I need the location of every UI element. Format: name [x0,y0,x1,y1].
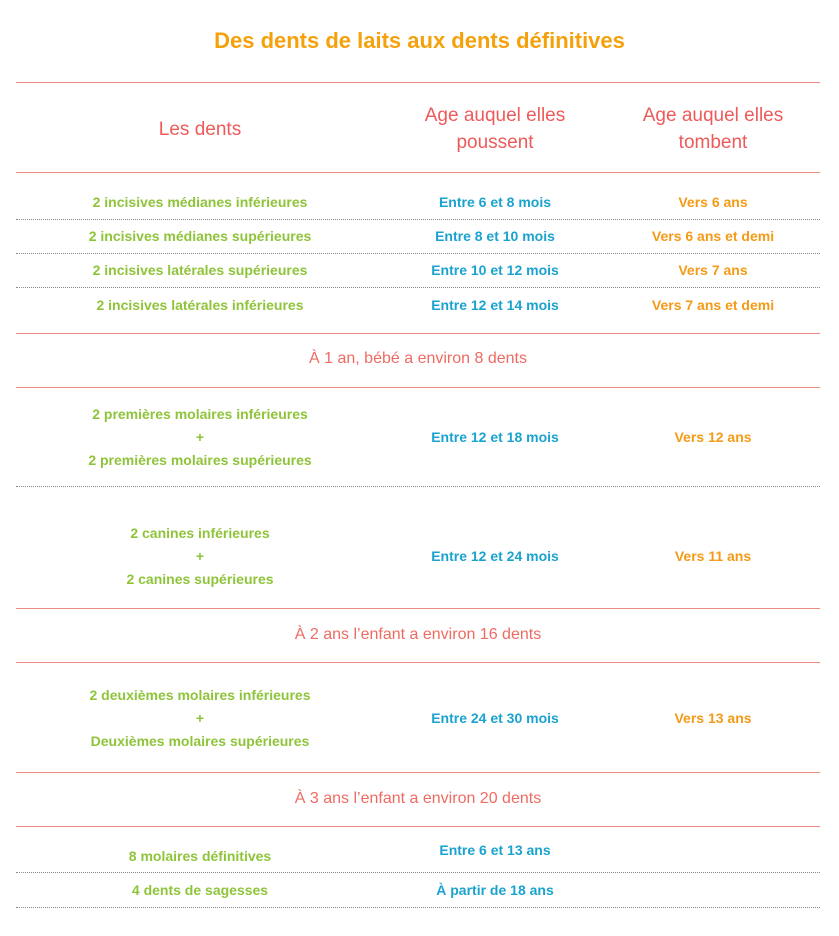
milestone-note: À 1 an, bébé a environ 8 dents [309,350,527,367]
row-teeth-multiline: 2 premières molaires inférieures + 2 premières molaires supérieures [88,405,312,468]
row-fall: Vers 12 ans [674,428,752,445]
header-fall-age: Age auquel elles tombent [642,105,784,153]
header-teeth: Les dents [158,118,242,140]
row-teeth: 8 molaires définitives [128,847,272,864]
row-fall: Vers 6 ans [678,193,748,210]
row-fall: Vers 7 ans [678,261,748,278]
page-title: Des dents de laits aux dents définitives [214,28,625,53]
row-teeth: 2 incisives médianes inférieures [92,193,308,210]
header-grow-age: Age auquel elles poussent [424,105,566,153]
row-divider [16,253,820,254]
milestone-note: À 3 ans l’enfant a environ 20 dents [294,790,542,807]
milestone-note: À 2 ans l’enfant a environ 16 dents [294,626,542,643]
header-bottom-rule [16,172,820,173]
section-rule [16,662,820,663]
row-grow: Entre 6 et 8 mois [438,193,552,210]
row-fall: Vers 11 ans [674,547,752,564]
row-grow: À partir de 18 ans [436,881,554,898]
section-rule [16,387,820,388]
row-fall: Vers 13 ans [674,709,752,726]
row-fall: Vers 6 ans et demi [651,227,775,244]
row-divider [16,287,820,288]
row-divider [16,486,820,487]
row-divider [16,219,820,220]
row-divider [16,907,820,908]
row-teeth: 2 incisives médianes supérieures [88,227,312,244]
row-teeth-multiline: 2 canines inférieures + 2 canines supérieures [126,524,274,587]
row-teeth: 2 incisives latérales inférieures [96,296,304,313]
row-teeth-multiline: 2 deuxièmes molaires inférieures + Deuxièmes molaires supérieures [89,686,311,749]
row-grow: Entre 8 et 10 mois [435,227,555,244]
row-teeth: 4 dents de sagesses [131,881,269,898]
row-teeth: 2 incisives latérales supérieures [92,261,308,278]
header-top-rule [16,82,820,83]
section-rule [16,333,820,334]
row-grow: Entre 10 et 12 mois [431,261,559,278]
row-grow: Entre 12 et 14 mois [431,296,559,313]
row-grow: Entre 6 et 13 ans [439,841,551,858]
row-divider [16,872,820,873]
section-rule [16,608,820,609]
row-fall: Vers 7 ans et demi [651,296,775,313]
section-rule [16,826,820,827]
row-grow: Entre 12 et 18 mois [431,428,559,445]
section-rule [16,772,820,773]
row-grow: Entre 24 et 30 mois [431,709,559,726]
row-grow: Entre 12 et 24 mois [431,547,559,564]
